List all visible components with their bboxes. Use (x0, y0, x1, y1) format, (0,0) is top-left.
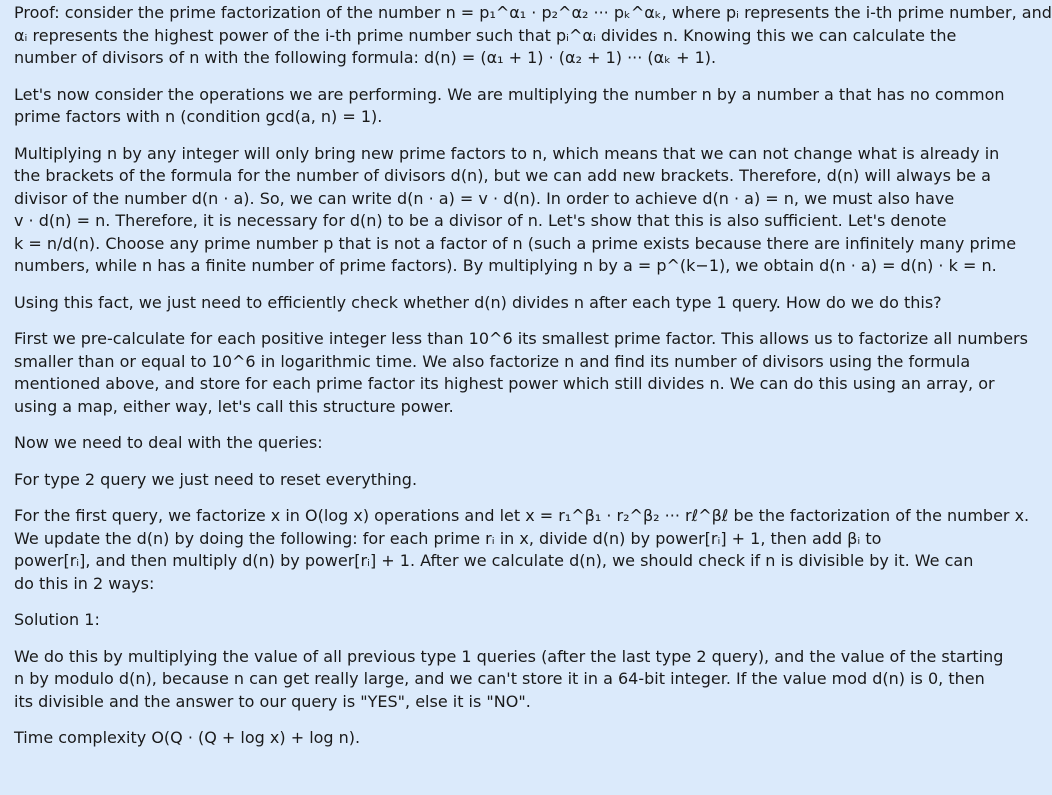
text-line: using a map, either way, let's call this structure power. (14, 396, 454, 416)
paragraph-queries-intro (14, 432, 974, 455)
text-line: First we pre-calculate for each positive integer less than 10^6 its smallest prime factor. This allows us to factorize all numbers (14, 329, 1028, 348)
text-line: divisor of the number d(n · a). So, we can write d(n · a) = v · d(n). In order to achieve d(n · a) = n, we must also have (14, 188, 955, 208)
text-line: v · d(n) = n. Therefore, it is necessary for d(n) to be a divisor of n. Let's show that this is also sufficient. Let's denote (14, 211, 947, 230)
text-line: We do this by multiplying the value of all previous type 1 queries (after the last type 2 query), and the value of the starting (14, 646, 1004, 666)
text-line: numbers, while n has a finite number of prime factors). By multiplying n by a = p^(k−1), we obtain d(n · a) = d(n) · k = n. (14, 256, 997, 275)
text-line: power[rᵢ], and then multiply d(n) by power[rᵢ] + 1. After we calculate d(n), we should check if n is divisible by it. We can (14, 551, 974, 570)
paragraph-first-query (14, 505, 1030, 595)
text-line: Now we need to deal with the queries: (14, 433, 323, 452)
text-line: Using this fact, we just need to efficiently check whether d(n) divides n after each type 1 query. How do we do this? (14, 292, 942, 312)
paragraph-operations (14, 84, 1005, 129)
paragraph-solution-1 (14, 646, 1004, 714)
text-line: mentioned above, and store for each prime factor its highest power which still divides n. We can do this using an array, or (14, 374, 995, 393)
text-line: We update the d(n) by doing the following: for each prime rᵢ in x, divide d(n) by power[rᵢ] + 1, then add βᵢ to (14, 528, 882, 548)
text-line: αᵢ represents the highest power of the i-th prime number such that pᵢ^αᵢ divides n. Knowing this we can calculate the (14, 25, 957, 45)
text-line: Proof: consider the prime factorization of the number n = p₁^α₁ · p₂^α₂ ··· pₖ^αₖ, where pᵢ represents the i-th prime number, and (14, 3, 1052, 22)
paragraph-proof (14, 2, 1052, 70)
text-line: n by modulo d(n), because n can get really large, and we can't store it in a 64-bit integer. If the value mod d(n) is 0, then (14, 669, 985, 688)
paragraph-using-fact (14, 292, 974, 315)
text-line: prime factors with n (condition gcd(a, n) = 1). (14, 107, 383, 126)
text-line: Multiplying n by any integer will only bring new prime factors to n, which means that we can not change what is already in (14, 143, 1000, 163)
text-line: number of divisors of n with the following formula: d(n) = (α₁ + 1) · (α₂ + 1) ··· (αₖ + 1). (14, 48, 717, 67)
text-line: the brackets of the formula for the number of divisors d(n), but we can add new brackets. Therefore, d(n) will always be a (14, 166, 991, 185)
text-line: k = n/d(n). Choose any prime number p that is not a factor of n (such a prime exists because there are infinitely many prime (14, 233, 1017, 253)
paragraph-type2 (14, 469, 974, 492)
text-line: smaller than or equal to 10^6 in logarithmic time. We also factorize n and find its number of divisors using the formula (14, 351, 971, 371)
text-line: Solution 1: (14, 610, 100, 629)
text-line: do this in 2 ways: (14, 573, 155, 593)
text-line: For type 2 query we just need to reset everything. (14, 469, 418, 489)
paragraph-solution-1-heading (14, 609, 974, 632)
text-line: its divisible and the answer to our query is "YES", else it is "NO". (14, 691, 531, 711)
paragraph-precalculate (14, 328, 1028, 418)
text-line: Let's now consider the operations we are performing. We are multiplying the number n by a number a that has no common (14, 84, 1005, 104)
paragraph-multiplying (14, 143, 1017, 278)
text-line: Time complexity O(Q · (Q + log x) + log n). (14, 728, 361, 747)
text-line: For the first query, we factorize x in O(log x) operations and let x = r₁^β₁ · r₂^β₂ ··· rℓ^βℓ be the factorization of the number x. (14, 506, 1030, 525)
paragraph-time-complexity (14, 727, 974, 750)
